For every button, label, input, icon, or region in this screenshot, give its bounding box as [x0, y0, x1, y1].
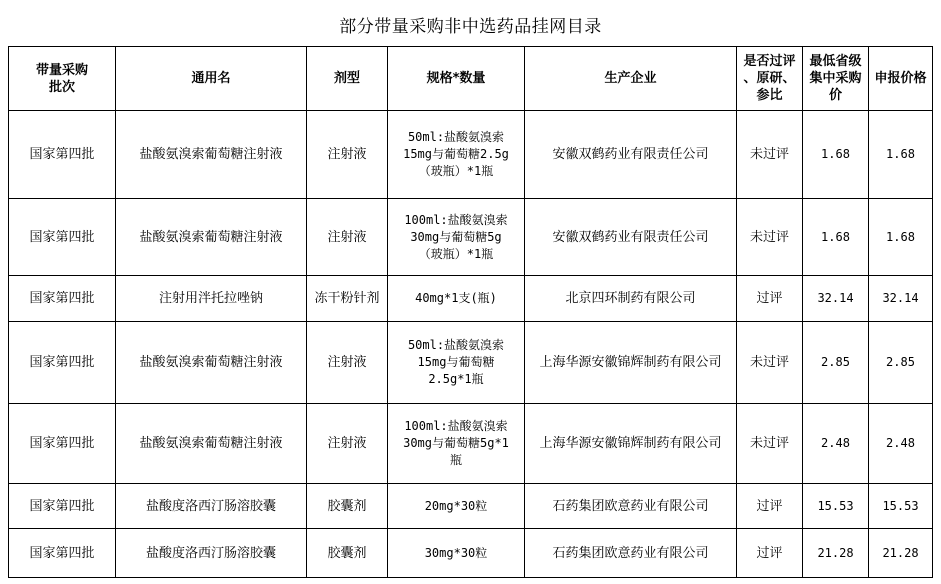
generic-name-cell: 盐酸氨溴索葡萄糖注射液 — [116, 111, 307, 199]
manufacturer-cell: 上海华源安徽锦辉制药有限公司 — [525, 404, 737, 484]
manufacturer-cell: 安徽双鹤药业有限责任公司 — [525, 111, 737, 199]
generic-name-cell: 注射用泮托拉唑钠 — [116, 276, 307, 322]
header-cell: 生产企业 — [525, 47, 737, 111]
declared-price-cell: 15.53 — [869, 484, 933, 529]
lowest-price-cell: 32.14 — [803, 276, 869, 322]
header-cell: 规格*数量 — [388, 47, 525, 111]
generic-name-cell: 盐酸氨溴索葡萄糖注射液 — [116, 199, 307, 276]
table-header-row — [9, 47, 933, 111]
manufacturer-cell: 石药集团欧意药业有限公司 — [525, 484, 737, 529]
table-row — [9, 111, 933, 199]
table-row — [9, 529, 933, 578]
declared-price-cell: 1.68 — [869, 111, 933, 199]
header-cell: 申报价格 — [869, 47, 933, 111]
batch-cell: 国家第四批 — [9, 199, 116, 276]
spec-cell: 100ml:盐酸氨溴索 30mg与葡萄糖5g*1 瓶 — [388, 404, 525, 484]
spec-cell: 50ml:盐酸氨溴索 15mg与葡萄糖2.5g （玻瓶）*1瓶 — [388, 111, 525, 199]
table-row — [9, 199, 933, 276]
table-row — [9, 276, 933, 322]
table-row — [9, 484, 933, 529]
page-title: 部分带量采购非中选药品挂网目录 — [339, 17, 602, 37]
header-cell: 是否过评 、原研、 参比 — [737, 47, 803, 111]
generic-name-cell: 盐酸度洛西汀肠溶胶囊 — [116, 484, 307, 529]
dosage-form-cell: 胶囊剂 — [307, 484, 388, 529]
dosage-form-cell: 注射液 — [307, 199, 388, 276]
evaluation-cell: 过评 — [737, 276, 803, 322]
declared-price-cell: 2.48 — [869, 404, 933, 484]
evaluation-cell: 过评 — [737, 484, 803, 529]
lowest-price-cell: 2.85 — [803, 322, 869, 404]
spec-cell: 20mg*30粒 — [388, 484, 525, 529]
spec-cell: 30mg*30粒 — [388, 529, 525, 578]
evaluation-cell: 未过评 — [737, 322, 803, 404]
lowest-price-cell: 21.28 — [803, 529, 869, 578]
declared-price-cell: 32.14 — [869, 276, 933, 322]
dosage-form-cell: 冻干粉针剂 — [307, 276, 388, 322]
header-cell: 最低省级 集中采购 价 — [803, 47, 869, 111]
batch-cell: 国家第四批 — [9, 276, 116, 322]
lowest-price-cell: 1.68 — [803, 199, 869, 276]
dosage-form-cell: 胶囊剂 — [307, 529, 388, 578]
dosage-form-cell: 注射液 — [307, 111, 388, 199]
lowest-price-cell: 2.48 — [803, 404, 869, 484]
evaluation-cell: 未过评 — [737, 111, 803, 199]
generic-name-cell: 盐酸氨溴索葡萄糖注射液 — [116, 322, 307, 404]
lowest-price-cell: 15.53 — [803, 484, 869, 529]
table-row — [9, 322, 933, 404]
dosage-form-cell: 注射液 — [307, 404, 388, 484]
table-row — [9, 404, 933, 484]
manufacturer-cell: 安徽双鹤药业有限责任公司 — [525, 199, 737, 276]
drug-catalog-table — [8, 46, 933, 578]
dosage-form-cell: 注射液 — [307, 322, 388, 404]
manufacturer-cell: 北京四环制药有限公司 — [525, 276, 737, 322]
declared-price-cell: 1.68 — [869, 199, 933, 276]
spec-cell: 50ml:盐酸氨溴索 15mg与葡萄糖 2.5g*1瓶 — [388, 322, 525, 404]
declared-price-cell: 2.85 — [869, 322, 933, 404]
generic-name-cell: 盐酸氨溴索葡萄糖注射液 — [116, 404, 307, 484]
manufacturer-cell: 上海华源安徽锦辉制药有限公司 — [525, 322, 737, 404]
batch-cell: 国家第四批 — [9, 322, 116, 404]
evaluation-cell: 过评 — [737, 529, 803, 578]
header-cell: 剂型 — [307, 47, 388, 111]
lowest-price-cell: 1.68 — [803, 111, 869, 199]
spec-cell: 100ml:盐酸氨溴索 30mg与葡萄糖5g （玻瓶）*1瓶 — [388, 199, 525, 276]
batch-cell: 国家第四批 — [9, 484, 116, 529]
evaluation-cell: 未过评 — [737, 404, 803, 484]
manufacturer-cell: 石药集团欧意药业有限公司 — [525, 529, 737, 578]
header-cell: 通用名 — [116, 47, 307, 111]
batch-cell: 国家第四批 — [9, 529, 116, 578]
batch-cell: 国家第四批 — [9, 111, 116, 199]
generic-name-cell: 盐酸度洛西汀肠溶胶囊 — [116, 529, 307, 578]
header-cell: 带量采购 批次 — [9, 47, 116, 111]
batch-cell: 国家第四批 — [9, 404, 116, 484]
evaluation-cell: 未过评 — [737, 199, 803, 276]
declared-price-cell: 21.28 — [869, 529, 933, 578]
spec-cell: 40mg*1支(瓶) — [388, 276, 525, 322]
